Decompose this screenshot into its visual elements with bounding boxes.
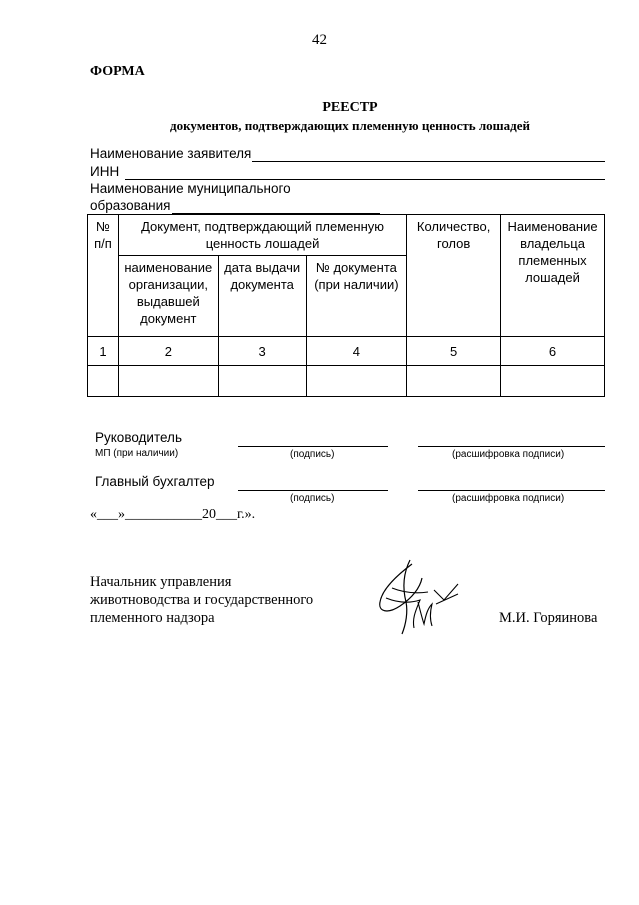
stamp-label: МП (при наличии) (95, 448, 179, 459)
column-number: 5 (407, 337, 501, 366)
column-number: 3 (218, 337, 306, 366)
header-owner: Наименование владельца племенных лошадей (501, 215, 605, 337)
applicant-label: Наименование заявителя (90, 146, 252, 161)
column-number: 4 (306, 337, 407, 366)
head-sign-caption: (подпись) (290, 449, 335, 460)
handwritten-signature (362, 552, 472, 642)
header-quantity: Количество, голов (407, 215, 501, 337)
empty-cell (306, 366, 407, 397)
accountant-sign-caption: (подпись) (290, 493, 335, 504)
document-subtitle: документов, подтверждающих племенную ценность лошадей (170, 118, 530, 133)
page-number: 42 (312, 32, 327, 48)
column-number: 1 (88, 337, 119, 366)
accountant-decode-caption: (расшифровка подписи) (452, 493, 565, 504)
inn-line (125, 179, 605, 180)
header-document: Документ, подтверждающий племенную ценность лошадей (118, 215, 406, 256)
official-position: Начальник управления животноводства и государственного племенного надзора (90, 574, 314, 626)
table-row (88, 366, 605, 397)
empty-cell (88, 366, 119, 397)
municipality-label-1: Наименование муниципального (90, 181, 291, 196)
accountant-decode-line (418, 490, 605, 491)
empty-cell (118, 366, 218, 397)
applicant-line (252, 161, 605, 162)
header-num: № п/п (88, 215, 119, 337)
accountant-label: Главный бухгалтер (95, 474, 215, 489)
head-decode-caption: (расшифровка подписи) (452, 449, 565, 460)
official-name: М.И. Горяинова (499, 610, 598, 626)
document-title: РЕЕСТР (322, 100, 378, 115)
empty-cell (501, 366, 605, 397)
head-sign-line (238, 446, 388, 447)
empty-cell (218, 366, 306, 397)
header-doc-number: № документа (при наличии) (306, 256, 407, 337)
head-decode-line (418, 446, 605, 447)
accountant-sign-line (238, 490, 388, 491)
header-issue-date: дата выдачи документа (218, 256, 306, 337)
registry-table (87, 214, 605, 397)
municipality-label-2: образования (90, 198, 171, 213)
head-label: Руководитель (95, 430, 182, 445)
inn-label: ИНН (90, 164, 120, 179)
empty-cell (407, 366, 501, 397)
date-line: «___»___________20___г.». (90, 507, 256, 522)
column-number: 6 (501, 337, 605, 366)
header-organization: наименование организации, выдавшей документ (118, 256, 218, 337)
form-label: ФОРМА (90, 64, 145, 79)
column-number: 2 (118, 337, 218, 366)
